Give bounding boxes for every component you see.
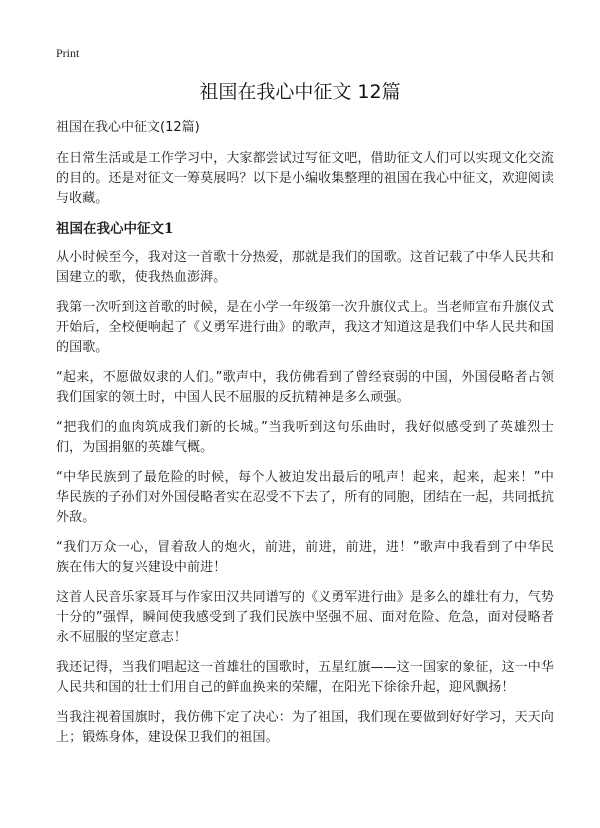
body-paragraph: “把我们的血肉筑成我们新的长城。”当我听到这句乐曲时，我好似感受到了英雄烈士们，为国捐躯的英雄气概。: [56, 420, 554, 455]
intro-paragraph: 在日常生活或是工作学习中，大家都尝试过写征文吧，借助征文人们可以实现文化交流的目的。还是对征文一筹莫展吗？以下是小编收集整理的祖国在我心中征文，欢迎阅读与收藏。: [56, 151, 554, 206]
body-paragraph: 当我注视着国旗时，我仿佛下定了决心：为了祖国，我们现在要做到好好学习，天天向上；锻炼身体，建设保卫我们的祖国。: [56, 710, 554, 745]
body-paragraph: 从小时候至今，我对这一首歌十分热爱，那就是我们的国歌。这首记载了中华人民共和国建立的歌，使我热血澎湃。: [56, 250, 554, 285]
body-paragraph: “起来，不愿做奴隶的人们。”歌声中，我仿佛看到了曾经衰弱的中国，外国侵略者占领我们国家的领土时，中国人民不屈服的反抗精神是多么顽强。: [56, 370, 554, 405]
body-paragraph: 我第一次听到这首歌的时候，是在小学一年级第一次升旗仪式上。当老师宣布升旗仪式开始后，全校便响起了《义勇军进行曲》的歌声，我这才知道这是我们中华人民共和国的国歌。: [56, 300, 554, 355]
document-subtitle: 祖国在我心中征文(12篇): [56, 120, 200, 135]
body-paragraph: 这首人民音乐家聂耳与作家田汉共同谱写的《义勇军进行曲》是多么的雄壮有力，气势十分的”强悍，瞬间使我感受到了我们民族中坚强不屈、面对危险、危急，面对侵略者永不屈服的坚定意志！: [56, 590, 554, 645]
body-paragraph: 我还记得，当我们唱起这一首雄壮的国歌时，五星红旗——这一国家的象征，这一中华人民共和国的壮士们用自己的鲜血换来的荣耀，在阳光下徐徐升起，迎风飘扬！: [56, 660, 554, 695]
body-paragraph: “中华民族到了最危险的时候，每个人被迫发出最后的吼声！起来，起来，起来！”中华民族的子孙们对外国侵略者实在忍受不下去了，所有的同胞，团结在一起，共同抵抗外敌。: [56, 470, 554, 525]
body-paragraph: “我们万众一心，冒着敌人的炮火，前进，前进，前进，进！”歌声中我看到了中华民族在伟大的复兴建设中前进！: [56, 540, 554, 575]
document-body: [56, 149, 554, 758]
page-title: 祖国在我心中征文 12篇: [199, 81, 401, 103]
print-link[interactable]: Print: [56, 46, 80, 60]
section-heading: 祖国在我心中征文1: [56, 221, 174, 237]
